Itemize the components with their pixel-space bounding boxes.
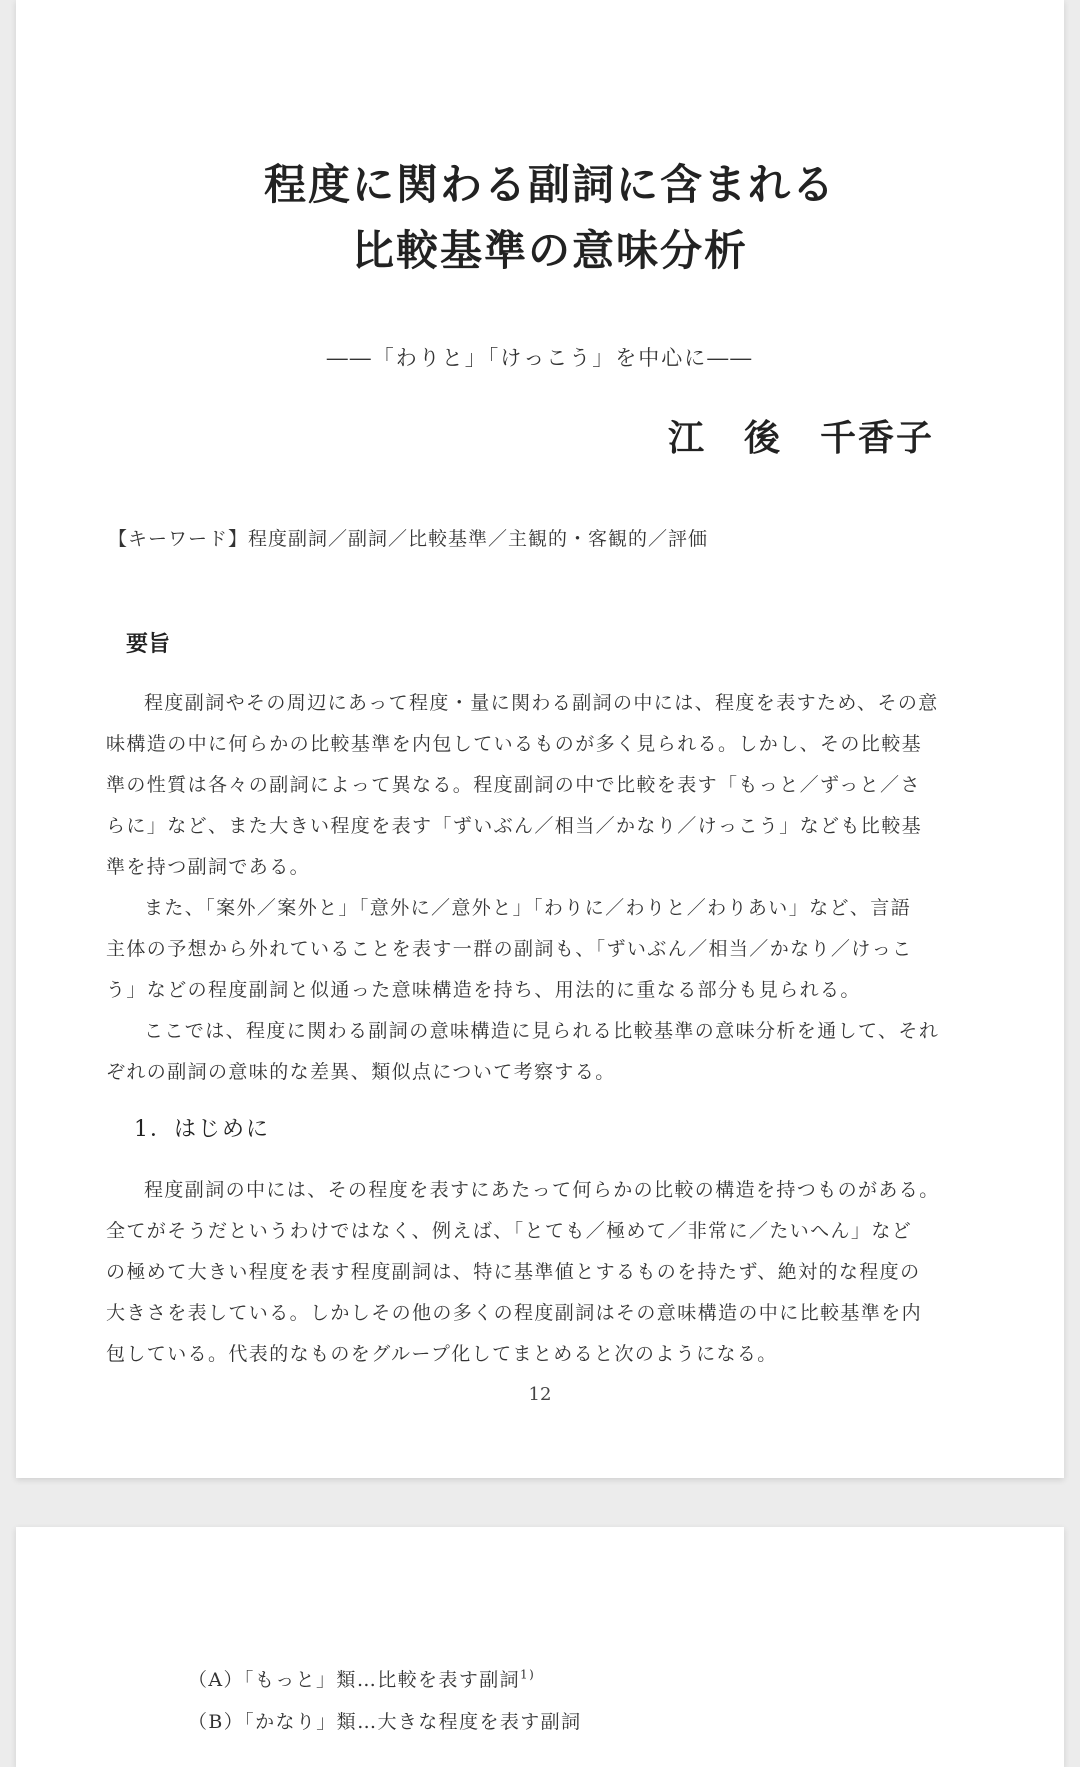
abstract-line: 準を持つ副詞である。 [106,856,311,878]
page-number: 12 [528,1384,552,1405]
page-2 [16,1527,1064,1767]
abstract-line: ぞれの副詞の意味的な差異、類似点について考察する。 [106,1061,616,1083]
list-item-a-text: （A）「もっと」類…比較を表す副詞 [188,1669,521,1691]
body-line: 包している。代表的なものをグループ化してまとめると次のようになる。 [106,1343,778,1365]
body-line: 大きさを表している。しかしその他の多くの程度副詞はその意味構造の中に比較基準を内 [106,1302,923,1324]
abstract-line: 味構造の中に何らかの比較基準を内包しているものが多く見られる。しかし、その比較基 [106,733,923,755]
author-name: 江 後 千香子 [667,417,934,459]
paper-title-line-2: 比較基準の意味分析 [351,226,748,275]
list-item-a [188,1665,535,1692]
keywords: 【キーワード】程度副詞／副詞／比較基準／主観的・客観的／評価 [108,528,709,550]
abstract-line: また、「案外／案外と」「意外に／意外と」「わりに／わりと／わりあい」など、言語 [144,897,912,919]
abstract-line: 準の性質は各々の副詞によって異なる。程度副詞の中で比較を表す「もっと／ずっと／さ [106,774,921,796]
abstract-line: 程度副詞やその周辺にあって程度・量に関わる副詞の中には、程度を表すため、その意 [144,692,939,714]
paper-title-line-1: 程度に関わる副詞に含まれる [263,160,836,209]
body-line: 全てがそうだというわけではなく、例えば、「とても／極めて／非常に／たいへん」など [106,1220,913,1242]
abstract-line: 主体の予想から外れていることを表す一群の副詞も、「ずいぶん／相当／かなり／けっこ [106,938,913,960]
footnote-marker: 1) [520,1667,536,1682]
abstract-line: ここでは、程度に関わる副詞の意味構造に見られる比較基準の意味分析を通して、それ [144,1020,940,1042]
abstract-line: う」などの程度副詞と似通った意味構造を持ち、用法的に重なる部分も見られる。 [106,979,861,1001]
page-1 [16,0,1064,1478]
section-1-heading: 1．はじめに [134,1117,270,1142]
list-item-b: （B）「かなり」類…大きな程度を表す副詞 [188,1711,582,1733]
abstract-line: らに」など、また大きい程度を表す「ずいぶん／相当／かなり／けっこう」なども比較基 [106,815,923,837]
body-line: の極めて大きい程度を表す程度副詞は、特に基準値とするものを持たず、絶対的な程度の [106,1261,921,1283]
paper-subtitle: ――「わりと」「けっこう」を中心に―― [326,346,754,370]
abstract-heading: 要旨 [126,631,171,657]
body-line: 程度副詞の中には、その程度を表すにあたって何らかの比較の構造を持つものがある。 [144,1179,940,1201]
